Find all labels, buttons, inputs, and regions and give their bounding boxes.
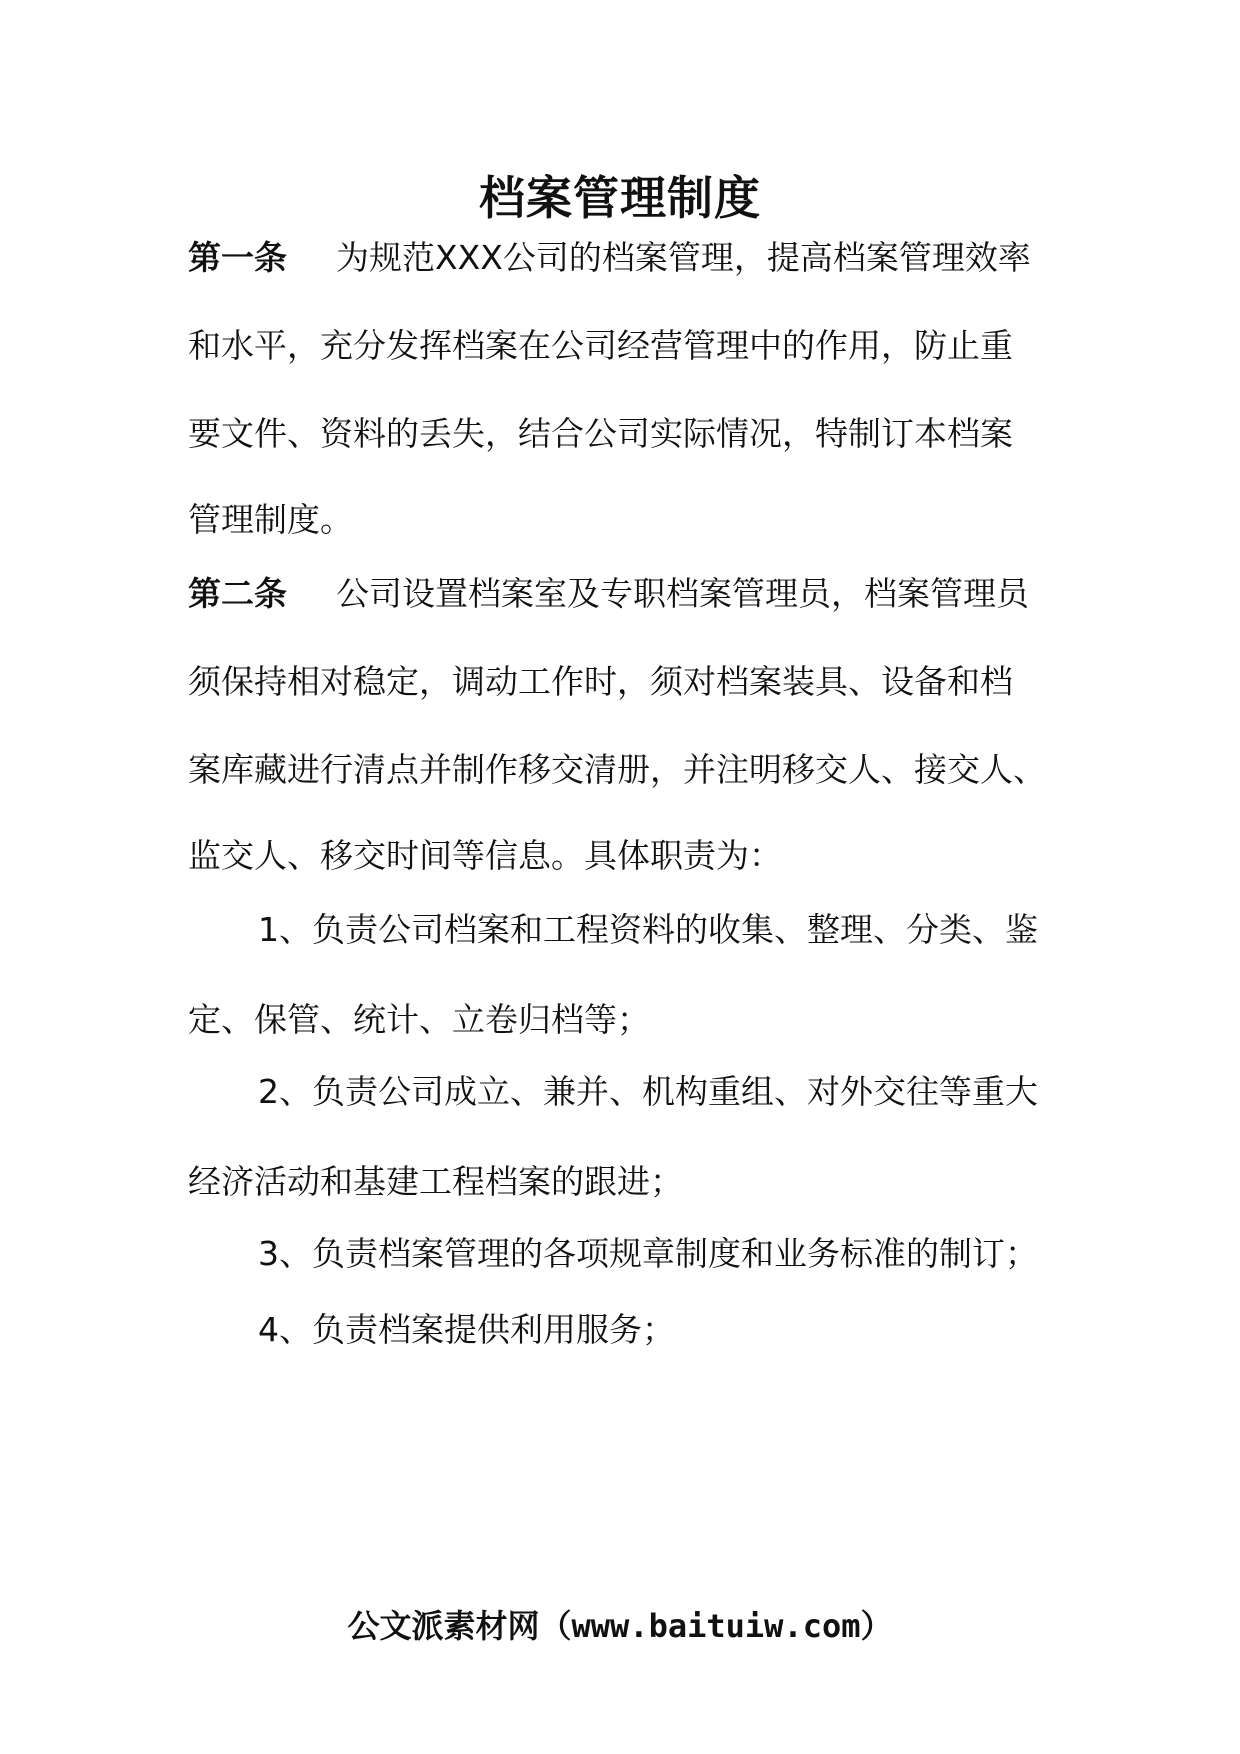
article1-line-3: 要文件、资料的丢失，结合公司实际情况，特制订本档案	[188, 414, 1013, 453]
article2-text: 公司设置档案室及专职档案管理员，档案管理员	[336, 574, 1029, 613]
duty-1-line-1: 1、负责公司档案和工程资料的收集、整理、分类、鉴	[258, 910, 1038, 949]
duty-2-line-1: 2、负责公司成立、兼并、机构重组、对外交往等重大	[258, 1072, 1038, 1111]
article2-line-3: 案库藏进行清点并制作移交清册，并注明移交人、接交人、	[188, 750, 1046, 789]
duty-2-line-2: 经济活动和基建工程档案的跟进；	[188, 1162, 683, 1201]
article2-line-1	[188, 572, 1029, 616]
duty-4-line-1: 4、负责档案提供利用服务；	[258, 1310, 675, 1349]
footer-url-link[interactable]: （www.baituiw.com）	[539, 1607, 893, 1645]
article1-line-4: 管理制度。	[188, 500, 353, 539]
article2-line-2: 须保持相对稳定，调动工作时，须对档案装具、设备和档	[188, 662, 1013, 701]
article1-label: 第一条	[188, 238, 287, 277]
footer-site-name: 公文派素材网	[347, 1607, 540, 1645]
duty-1-line-2: 定、保管、统计、立卷归档等；	[188, 1000, 650, 1039]
article1-text: 为规范XXX公司的档案管理，提高档案管理效率	[336, 238, 1031, 277]
article2-line-4: 监交人、移交时间等信息。具体职责为：	[188, 836, 782, 875]
page-footer	[0, 1604, 1240, 1648]
duty-3-line-1: 3、负责档案管理的各项规章制度和业务标准的制订；	[258, 1234, 1038, 1273]
document-title: 档案管理制度	[479, 171, 761, 225]
article1-line-1	[188, 236, 1031, 280]
article2-label: 第二条	[188, 574, 287, 613]
article1-line-2: 和水平，充分发挥档案在公司经营管理中的作用，防止重	[188, 326, 1013, 365]
